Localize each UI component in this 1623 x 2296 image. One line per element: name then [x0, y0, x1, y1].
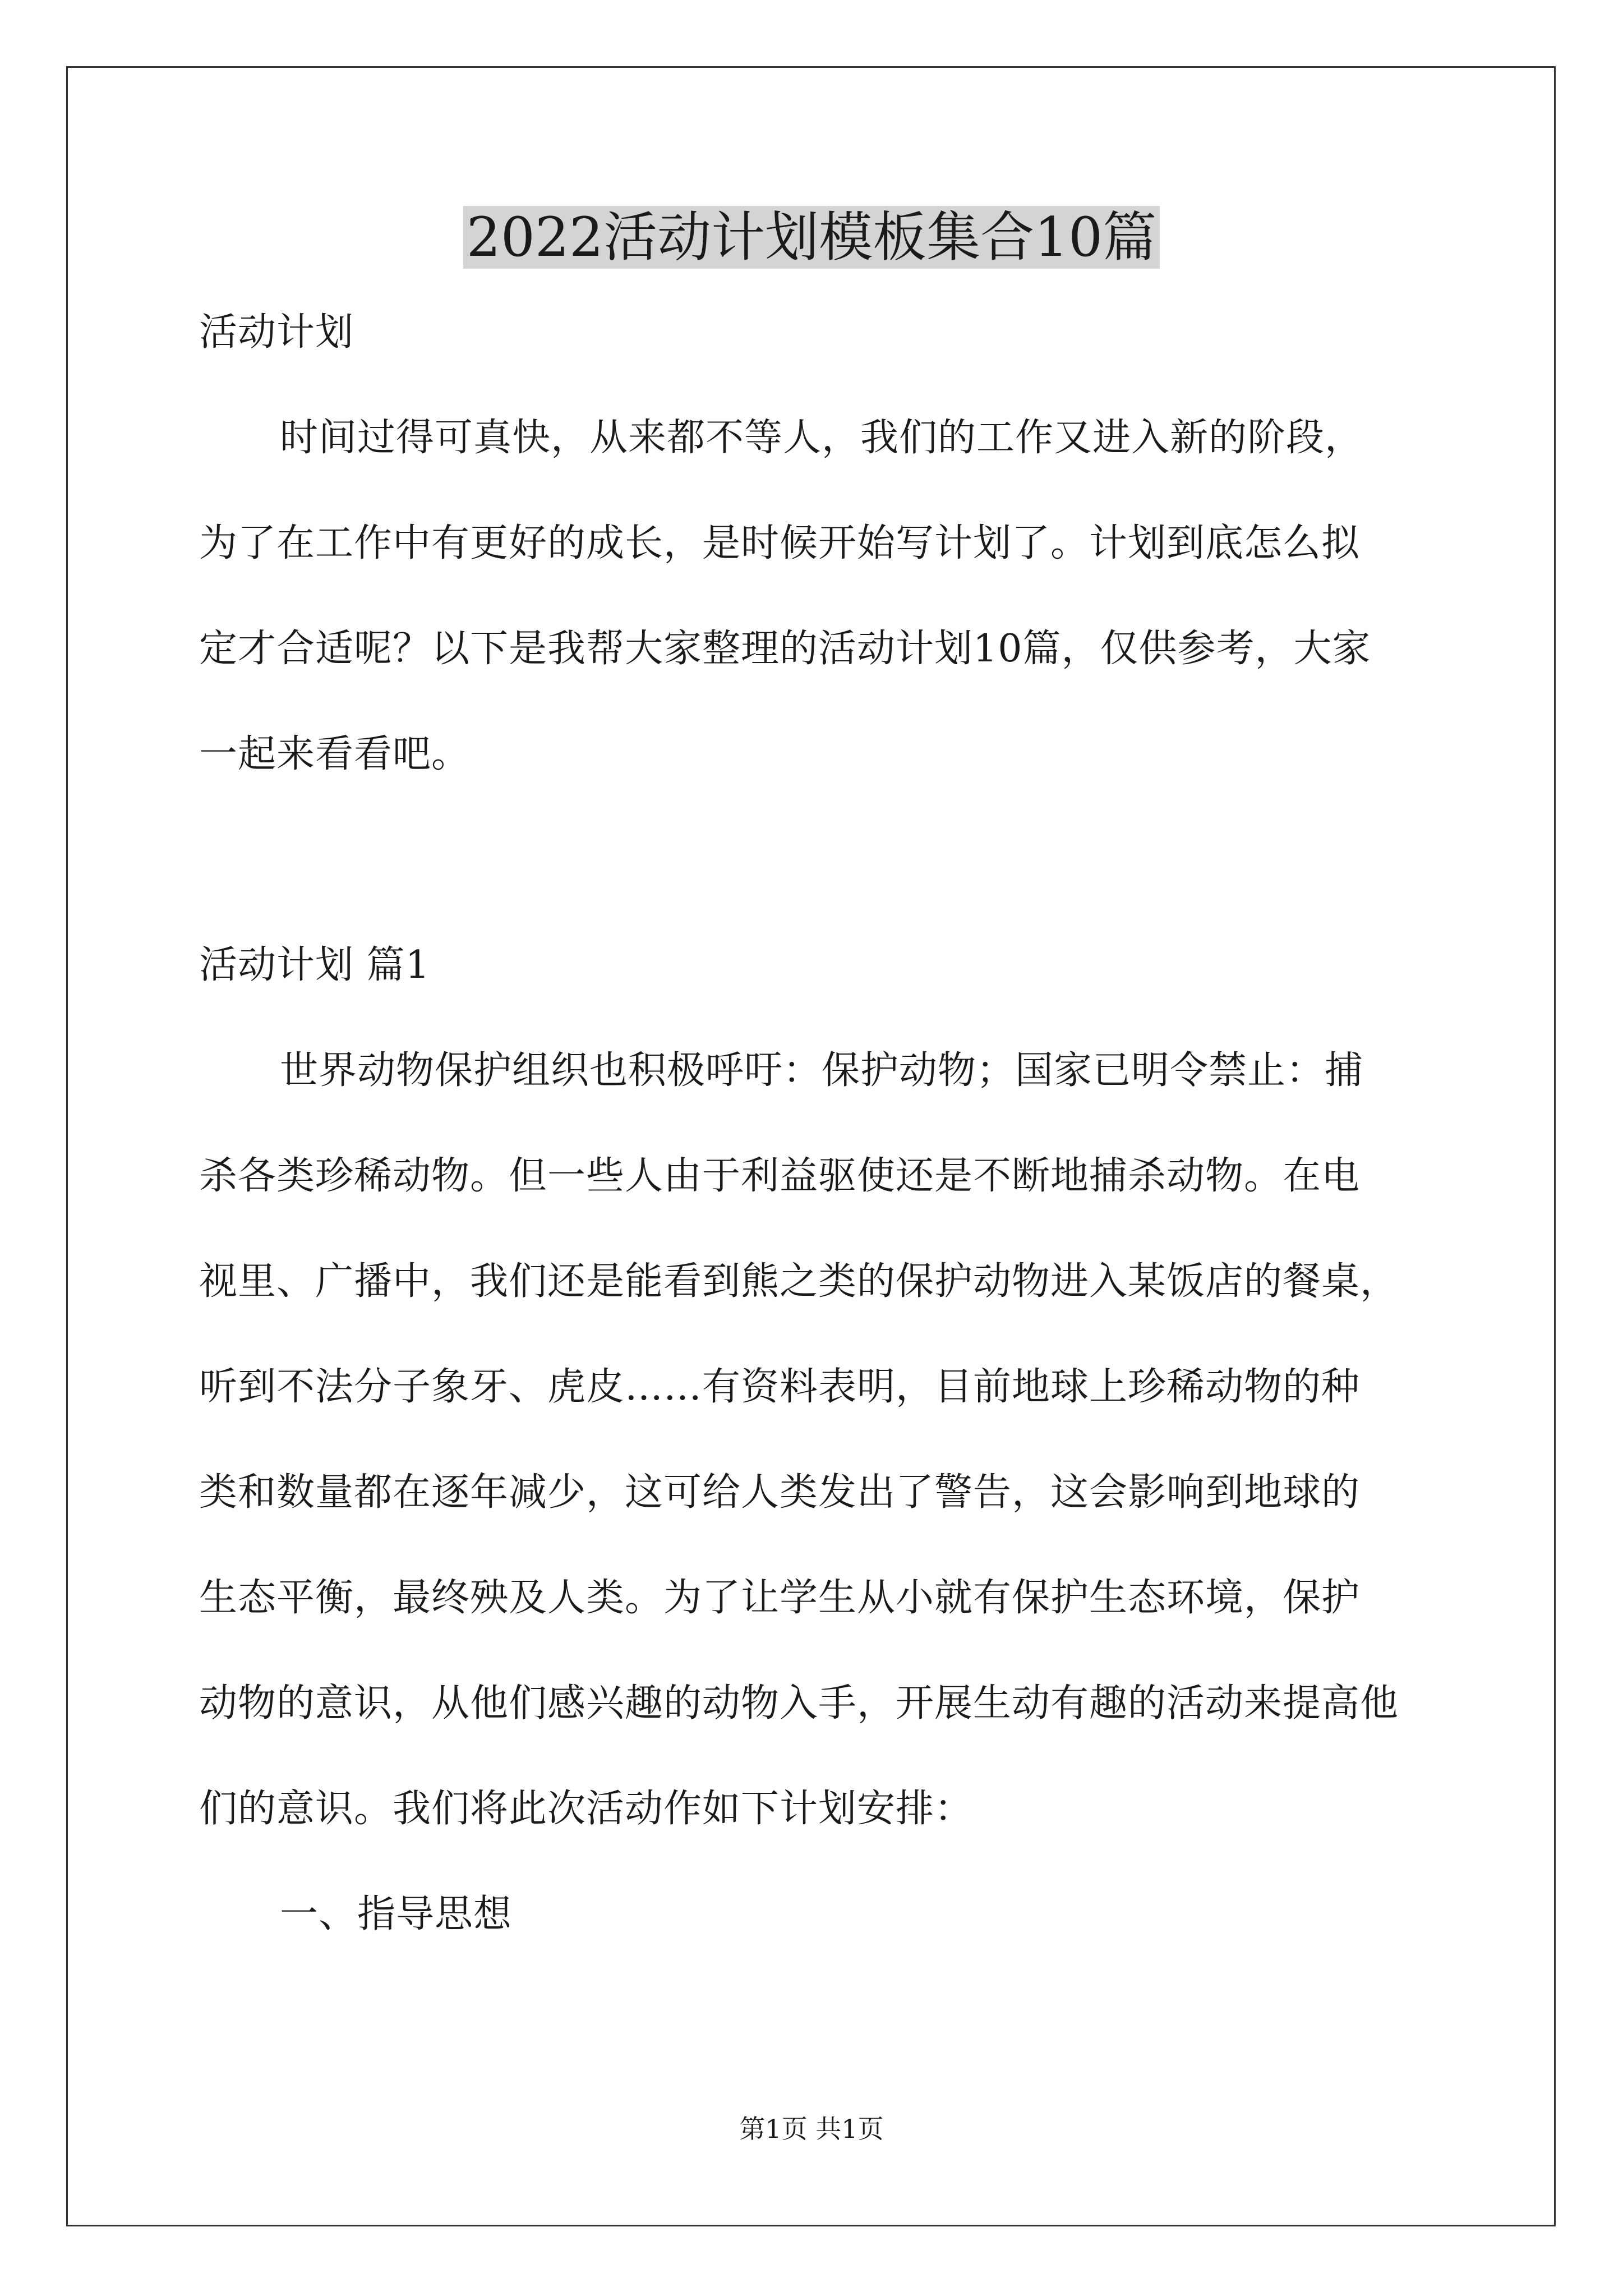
document-title-text: 2022活动计划模板集合10篇 [463, 206, 1160, 269]
paragraph-line: 为了在工作中有更好的成长，是时候开始写计划了。计划到底怎么拟 [199, 521, 1361, 565]
paragraph-line: 时间过得可真快，从来都不等人，我们的工作又进入新的阶段， [280, 416, 1364, 460]
paragraph-line: 定才合适呢？以下是我帮大家整理的活动计划10篇，仅供参考，大家 [199, 627, 1371, 671]
intro-paragraph [199, 411, 1427, 781]
document-body [199, 306, 1427, 1941]
section-spacer [199, 781, 1427, 938]
section-paragraph [199, 1044, 1427, 1836]
paragraph-line: 世界动物保护组织也积极呼吁：保护动物；国家已明令禁止：捕 [280, 1048, 1364, 1093]
paragraph-line: 听到不法分子象牙、虎皮……有资料表明，目前地球上珍稀动物的种 [199, 1365, 1361, 1409]
page-footer: 第1页 共1页 [739, 2114, 884, 2144]
intro-heading: 活动计划 [199, 310, 354, 355]
paragraph-line: 们的意识。我们将此次活动作如下计划安排： [199, 1787, 974, 1831]
paragraph-line: 杀各类珍稀动物。但一些人由于利益驱使还是不断地捕杀动物。在电 [199, 1154, 1361, 1198]
paragraph-line: 视里、广播中，我们还是能看到熊之类的保护动物进入某饭店的餐桌， [199, 1259, 1399, 1304]
paragraph-line: 动物的意识，从他们感兴趣的动物入手，开展生动有趣的活动来提高他 [199, 1681, 1399, 1726]
paragraph-line: 生态平衡，最终殃及人类。为了让学生从小就有保护生态环境，保护 [199, 1576, 1361, 1620]
section-heading: 活动计划 篇1 [199, 943, 430, 987]
document-title [0, 201, 1623, 274]
paragraph-line: 类和数量都在逐年减少，这可给人类发出了警告，这会影响到地球的 [199, 1470, 1361, 1515]
paragraph-line: 一起来看看吧。 [199, 732, 471, 776]
subheading: 一、指导思想 [280, 1892, 513, 1936]
